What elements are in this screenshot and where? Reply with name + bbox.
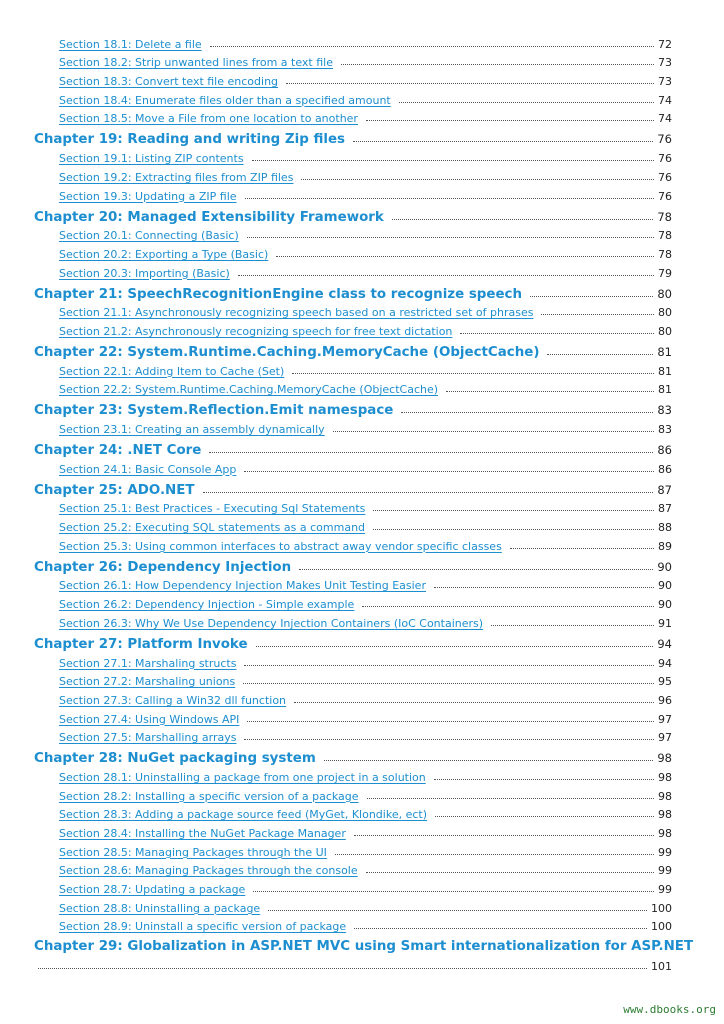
toc-section-entry[interactable] xyxy=(0,148,724,167)
toc-page-number: 100 xyxy=(651,901,672,915)
toc-section-entry[interactable] xyxy=(0,613,724,632)
dot-leader xyxy=(434,779,654,780)
dot-leader xyxy=(203,492,654,493)
toc-page-number: 97 xyxy=(658,731,672,745)
table-of-contents xyxy=(0,34,724,975)
toc-page-number: 98 xyxy=(658,770,672,784)
dot-leader xyxy=(353,141,653,142)
toc-page-number: 74 xyxy=(658,93,672,107)
toc-page-number: 78 xyxy=(658,229,672,243)
dot-leader xyxy=(354,928,647,929)
toc-section-entry[interactable] xyxy=(0,263,724,282)
toc-section-link[interactable]: Section 28.9: Uninstall a specific version of package xyxy=(59,920,347,934)
toc-section-link[interactable]: Section 27.2: Marshaling unions xyxy=(59,675,236,689)
toc-section-entry[interactable] xyxy=(0,244,724,263)
dot-leader xyxy=(373,529,654,530)
toc-page-number: 90 xyxy=(658,598,672,612)
dot-leader xyxy=(253,891,654,892)
toc-section-entry[interactable] xyxy=(0,459,724,478)
dot-leader xyxy=(252,160,654,161)
toc-section-link[interactable]: Section 28.6: Managing Packages through the console xyxy=(59,864,358,878)
toc-page-number: 76 xyxy=(658,189,672,203)
dot-leader xyxy=(324,760,654,761)
toc-section-entry[interactable] xyxy=(0,576,724,595)
toc-section-link[interactable]: Section 26.3: Why We Use Dependency Injection Containers (IoC Containers) xyxy=(59,616,484,630)
dot-leader xyxy=(268,910,647,911)
toc-page-number: 94 xyxy=(657,636,672,651)
toc-section-entry[interactable] xyxy=(0,321,724,340)
dot-leader xyxy=(510,548,654,549)
toc-section-link[interactable]: Section 26.2: Dependency Injection - Simple example xyxy=(59,598,355,612)
toc-page-number: 94 xyxy=(658,656,672,670)
dot-leader xyxy=(286,83,654,84)
toc-page-number: 78 xyxy=(658,247,672,261)
toc-section-entry[interactable] xyxy=(0,690,724,709)
toc-section-entry[interactable] xyxy=(0,786,724,805)
toc-section-entry[interactable] xyxy=(0,842,724,861)
dot-leader xyxy=(366,872,654,873)
toc-page-number: 81 xyxy=(658,383,672,397)
toc-chapter-link[interactable]: Chapter 24: .NET Core xyxy=(34,443,202,458)
toc-section-link[interactable]: Section 23.1: Creating an assembly dynamically xyxy=(59,423,325,436)
toc-section-link[interactable]: Section 21.2: Asynchronously recognizing speech for free text dictation xyxy=(59,324,453,338)
dot-leader xyxy=(530,296,653,297)
toc-page-number: 83 xyxy=(657,403,672,418)
toc-page-number: 87 xyxy=(657,482,672,497)
dot-leader xyxy=(392,219,654,220)
dot-leader xyxy=(446,391,654,392)
toc-page-number: 80 xyxy=(657,286,672,301)
dot-leader xyxy=(541,314,654,315)
dot-leader xyxy=(362,606,654,607)
toc-chapter-link[interactable]: Chapter 29: Globalization in ASP.NET MVC using Smart internationalization for ASP.NET xyxy=(34,939,694,955)
toc-page-number: 97 xyxy=(658,712,672,726)
toc-section-link[interactable]: Section 21.1: Asynchronously recognizing speech based on a restricted set of phrases xyxy=(59,306,534,320)
toc-section-link[interactable]: Section 27.5: Marshalling arrays xyxy=(59,731,237,745)
toc-chapter-entry[interactable] xyxy=(0,205,724,226)
toc-chapter-entry[interactable] xyxy=(0,340,724,361)
dot-leader xyxy=(247,237,654,238)
dot-leader xyxy=(256,646,654,647)
toc-page-number: 78 xyxy=(657,209,672,224)
dot-leader xyxy=(244,665,654,666)
toc-section-link[interactable]: Section 24.1: Basic Console App xyxy=(59,462,237,476)
toc-page-number: 73 xyxy=(658,75,672,89)
toc-page-number: 101 xyxy=(651,960,672,974)
toc-section-link[interactable]: Section 28.5: Managing Packages through the UI xyxy=(59,845,327,859)
toc-page-number: 99 xyxy=(658,883,672,897)
toc-page-number: 86 xyxy=(657,443,672,457)
toc-section-link[interactable]: Section 19.3: Updating a ZIP file xyxy=(59,189,237,203)
toc-page-number: 79 xyxy=(658,266,672,280)
toc-section-entry[interactable] xyxy=(0,109,724,128)
toc-section-entry[interactable] xyxy=(0,709,724,728)
toc-section-entry[interactable] xyxy=(0,34,724,53)
dot-leader xyxy=(341,64,654,65)
toc-section-link[interactable]: Section 25.2: Executing SQL statements as a command xyxy=(59,521,366,535)
toc-section-entry[interactable] xyxy=(0,805,724,824)
toc-page-number: 99 xyxy=(658,845,672,859)
toc-section-entry[interactable] xyxy=(0,917,724,936)
toc-chapter-link[interactable]: Chapter 28: NuGet packaging system xyxy=(34,751,316,767)
dot-leader xyxy=(335,854,654,855)
toc-section-entry[interactable] xyxy=(0,536,724,555)
toc-chapter-entry[interactable] xyxy=(0,478,724,499)
toc-chapter-entry[interactable] xyxy=(0,127,724,148)
dot-leader xyxy=(238,275,654,276)
toc-section-entry[interactable] xyxy=(0,303,724,322)
toc-section-entry[interactable] xyxy=(0,767,724,786)
toc-chapter-entry[interactable] xyxy=(0,438,724,459)
toc-section-entry[interactable] xyxy=(0,53,724,72)
toc-section-link[interactable]: Section 27.3: Calling a Win32 dll function xyxy=(59,693,287,707)
toc-section-link[interactable]: Section 27.1: Marshaling structs xyxy=(59,656,237,670)
toc-section-link[interactable]: Section 25.3: Using common interfaces to abstract away vendor specific classes xyxy=(59,539,502,553)
toc-section-entry[interactable] xyxy=(0,71,724,90)
toc-section-link[interactable]: Section 19.2: Extracting files from ZIP files xyxy=(59,170,294,184)
toc-chapter-entry[interactable] xyxy=(0,632,724,653)
toc-page-number: 81 xyxy=(658,364,672,378)
toc-chapter-link[interactable]: Chapter 21: SpeechRecognitionEngine class to recognize speech xyxy=(34,286,523,302)
dot-leader xyxy=(299,569,653,570)
toc-section-link[interactable]: Section 22.2: System.Runtime.Caching.MemoryCache (ObjectCache) xyxy=(59,383,439,397)
toc-section-entry[interactable] xyxy=(0,186,724,205)
toc-page-number: 73 xyxy=(658,56,672,70)
dot-leader xyxy=(276,256,654,257)
dot-leader xyxy=(399,102,654,103)
dot-leader xyxy=(333,431,654,432)
dot-leader xyxy=(367,798,654,799)
dot-leader xyxy=(434,587,654,588)
dot-leader xyxy=(247,721,654,722)
toc-section-link[interactable]: Section 18.1: Delete a file xyxy=(59,37,202,51)
dot-leader xyxy=(301,179,654,180)
toc-page-number: 89 xyxy=(658,539,672,553)
toc-section-link[interactable]: Section 19.1: Listing ZIP contents xyxy=(59,152,244,166)
toc-section-link[interactable]: Section 22.1: Adding Item to Cache (Set) xyxy=(59,364,285,378)
toc-page-number: 98 xyxy=(658,808,672,822)
toc-page-number: 98 xyxy=(657,751,672,766)
toc-chapter-link[interactable]: Chapter 20: Managed Extensibility Framework xyxy=(34,209,384,225)
toc-section-entry[interactable] xyxy=(0,517,724,536)
toc-section-link[interactable]: Section 28.7: Updating a package xyxy=(59,883,246,897)
dot-leader xyxy=(547,354,653,355)
dot-leader xyxy=(245,198,654,199)
dot-leader xyxy=(244,471,654,472)
toc-section-entry[interactable] xyxy=(0,879,724,898)
toc-section-entry[interactable] xyxy=(0,898,724,917)
toc-section-link[interactable]: Section 28.1: Uninstalling a package from one project in a solution xyxy=(59,770,426,784)
toc-chapter-entry[interactable] xyxy=(0,935,724,954)
toc-section-link[interactable]: Section 28.8: Uninstalling a package xyxy=(59,901,261,915)
dot-leader xyxy=(243,683,654,684)
toc-chapter-link[interactable]: Chapter 26: Dependency Injection xyxy=(34,559,292,575)
dot-leader xyxy=(292,373,654,374)
toc-page-number: 99 xyxy=(658,864,672,878)
toc-section-entry[interactable] xyxy=(0,226,724,245)
toc-section-link[interactable]: Section 27.4: Using Windows API xyxy=(59,712,240,726)
toc-page-number: 80 xyxy=(658,324,672,338)
toc-page-number: 76 xyxy=(658,152,672,166)
toc-section-link[interactable]: Section 18.4: Enumerate files older than a specified amount xyxy=(59,93,391,107)
dot-leader xyxy=(460,333,654,334)
toc-chapter-link[interactable]: Chapter 22: System.Runtime.Caching.MemoryCache (ObjectCache) xyxy=(34,344,540,360)
toc-section-entry[interactable] xyxy=(0,861,724,880)
toc-page-number: 83 xyxy=(658,423,672,436)
toc-section-entry[interactable] xyxy=(0,419,724,438)
dot-leader xyxy=(38,968,647,969)
toc-page-number: 81 xyxy=(657,344,672,359)
toc-page-number: 95 xyxy=(658,675,672,689)
toc-section-link[interactable]: Section 28.3: Adding a package source feed (MyGet, Klondike, ect) xyxy=(59,808,428,822)
toc-section-link[interactable]: Section 28.2: Installing a specific version of a package xyxy=(59,789,359,803)
toc-page-number: 98 xyxy=(658,789,672,803)
watermark: www.dbooks.org xyxy=(623,1003,716,1016)
toc-page-number: 100 xyxy=(651,920,672,934)
dot-leader xyxy=(373,510,654,511)
toc-page-number: 90 xyxy=(658,579,672,593)
toc-page-number: 86 xyxy=(658,462,672,476)
toc-page-number: 96 xyxy=(658,693,672,707)
toc-page-number: 88 xyxy=(658,521,672,535)
toc-section-entry[interactable] xyxy=(0,361,724,380)
toc-section-link[interactable]: Section 20.2: Exporting a Type (Basic) xyxy=(59,247,269,261)
toc-section-link[interactable]: Section 26.1: How Dependency Injection Makes Unit Testing Easier xyxy=(59,579,426,593)
toc-page-number: 90 xyxy=(657,559,672,574)
toc-section-link[interactable]: Section 18.5: Move a File from one location to another xyxy=(59,112,358,126)
toc-chapter-link[interactable]: Chapter 23: System.Reflection.Emit namespace xyxy=(34,403,394,419)
toc-section-entry[interactable] xyxy=(0,380,724,399)
toc-chapter-entry[interactable] xyxy=(0,555,724,576)
toc-page-number: 87 xyxy=(658,502,672,516)
toc-section-entry[interactable] xyxy=(0,167,724,186)
toc-page-number: 76 xyxy=(657,132,672,147)
toc-page-number: 80 xyxy=(658,306,672,320)
dot-leader xyxy=(209,452,653,453)
dot-leader xyxy=(435,816,654,817)
toc-section-entry[interactable] xyxy=(0,653,724,672)
toc-section-link[interactable]: Section 28.4: Installing the NuGet Package Manager xyxy=(59,827,346,840)
dot-leader xyxy=(210,46,654,47)
dot-leader xyxy=(354,835,654,836)
toc-page-number: 76 xyxy=(658,170,672,184)
toc-section-entry[interactable] xyxy=(0,823,724,842)
toc-chapter-entry-continuation xyxy=(0,954,724,975)
toc-section-entry[interactable] xyxy=(0,90,724,109)
toc-chapter-entry[interactable] xyxy=(0,746,724,767)
toc-section-entry[interactable] xyxy=(0,499,724,518)
toc-page-number: 74 xyxy=(658,112,672,126)
dot-leader xyxy=(366,120,654,121)
toc-page-number: 91 xyxy=(658,616,672,630)
dot-leader xyxy=(401,412,653,413)
toc-chapter-link[interactable]: Chapter 27: Platform Invoke xyxy=(34,636,248,652)
toc-section-link[interactable]: Section 20.3: Importing (Basic) xyxy=(59,266,230,280)
dot-leader xyxy=(244,739,654,740)
toc-chapter-link[interactable]: Chapter 19: Reading and writing Zip files xyxy=(34,132,346,148)
toc-section-entry[interactable] xyxy=(0,594,724,613)
toc-page-number: 98 xyxy=(658,827,672,840)
dot-leader xyxy=(294,702,654,703)
toc-section-link[interactable]: Section 18.3: Convert text file encoding xyxy=(59,75,279,89)
toc-section-entry[interactable] xyxy=(0,672,724,691)
toc-section-link[interactable]: Section 20.1: Connecting (Basic) xyxy=(59,229,239,243)
toc-page-number: 72 xyxy=(658,37,672,51)
toc-chapter-entry[interactable] xyxy=(0,398,724,419)
dot-leader xyxy=(491,625,654,626)
toc-chapter-link[interactable]: Chapter 25: ADO.NET xyxy=(34,482,195,498)
toc-section-link[interactable]: Section 18.2: Strip unwanted lines from a text file xyxy=(59,56,333,70)
toc-chapter-entry[interactable] xyxy=(0,282,724,303)
toc-section-link[interactable]: Section 25.1: Best Practices - Executing Sql Statements xyxy=(59,502,366,516)
toc-section-entry[interactable] xyxy=(0,728,724,747)
